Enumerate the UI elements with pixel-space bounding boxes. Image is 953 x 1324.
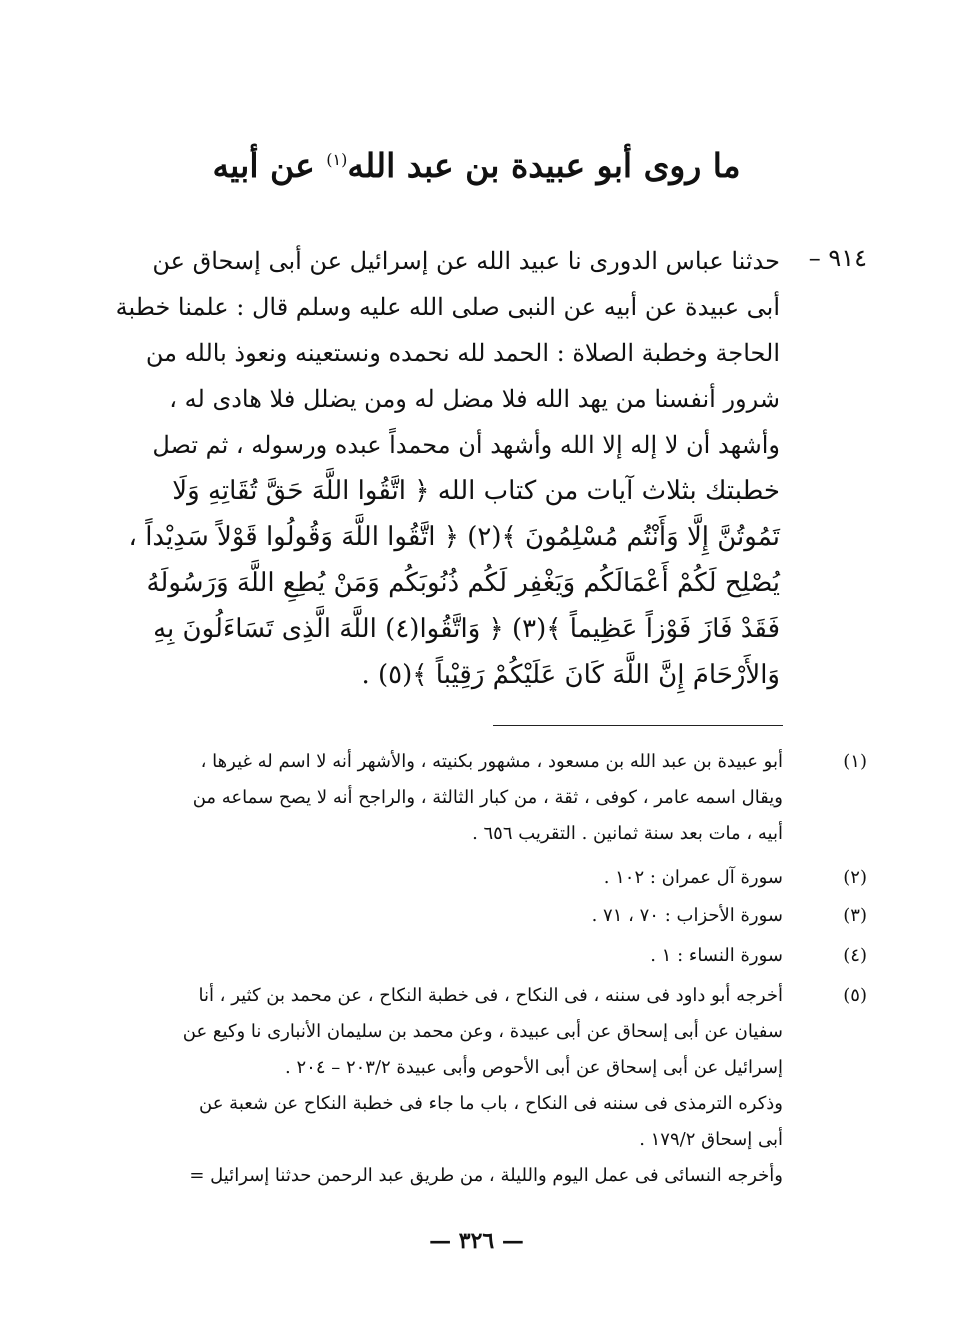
hadith-text: [115, 238, 780, 698]
hadith-line: فَقَدْ فَازَ فَوْزاً عَظِيماً ﴾(٣) ﴿ وَاتَّقُوا(٤) اللَّهَ الَّذِى تَسَاءَلُونَ بِهِ: [153, 614, 780, 644]
footnote: [143, 898, 783, 934]
footnote-number: (١): [843, 751, 867, 772]
footnote-line: وأخرجه النسائى فى عمل اليوم والليلة ، من طريق عبد الرحمن حدثنا إسرائيل =: [189, 1165, 783, 1186]
footnote: [143, 978, 783, 1194]
footnote-number: (٢): [843, 867, 867, 888]
hadith-line: أبى عبيدة عن أبيه عن النبى صلى الله عليه وسلم قال : علمنا خطبة: [115, 293, 780, 321]
footnote-number: (٤): [843, 945, 867, 966]
footnote-number: (٥): [843, 985, 867, 1006]
title-suffix: عن أبيه: [212, 146, 315, 185]
footnote-line: أبيه ، مات بعد سنة ثمانين . التقريب ٦٥٦ .: [472, 823, 783, 844]
hadith-line: وأشهد أن لا إله إلا الله وأشهد أن محمداً عبده ورسوله ، ثم تصل: [152, 431, 780, 459]
hadith-line: الحاجة وخطبة الصلاة : الحمد لله نحمده ونستعينه ونعوذ بالله من: [145, 339, 780, 367]
footnote-line: سورة الأحزاب : ٧٠ ، ٧١ .: [591, 905, 783, 926]
hadith-line: وَالأَرْحَامَ إِنَّ اللَّهَ كَانَ عَلَيْكُمْ رَقِيْباً ﴾(٥) .: [361, 660, 780, 690]
hadith-line: خطبتك بثلاث آيات من كتاب الله ﴿ اتَّقُوا اللَّهَ حَقَّ تُقَاتِهِ وَلَا: [172, 476, 780, 506]
title-footnote-ref: (١): [326, 150, 348, 169]
footnote-line: ويقال اسمه عامر ، كوفى ، ثقة ، من كبار الثالثة ، والراجح أنه لا يصح سماعه من: [192, 787, 783, 808]
title-main: ما روى أبو عبيدة بن عبد الله: [347, 146, 741, 185]
page-title: [150, 138, 803, 188]
footnote-line: إسرائيل عن أبى إسحاق عن أبى الأحوص وأبى عبيدة ٢٠٣/٢ – ٢٠٤ .: [285, 1057, 783, 1078]
page-number: — ٣٢٦ —: [429, 1228, 524, 1254]
footnote: [143, 860, 783, 896]
footnote-divider: [493, 725, 783, 726]
footnote-line: سورة آل عمران : ١٠٢ .: [603, 867, 783, 888]
hadith-line: تَمُوتُنَّ إِلَّا وَأَنْتُم مُسْلِمُونَ ﴾(٢) ﴿ اتَّقُوا اللَّهَ وَقُولُوا قَوْلاً سَدِيْداً ،: [128, 522, 780, 552]
hadith-line: شرور أنفسنا من يهد الله فلا مضل له ومن يضلل فلا هادى له ،: [169, 385, 780, 413]
hadith-line: يُصْلِح لَكُمْ أَعْمَالَكُم وَيَغْفِر لَكُم ذُنُوبَكُم وَمَنْ يُطِعِ اللَّهَ وَرَسُولَهُ: [146, 568, 780, 598]
footnote-line: أبو عبيدة بن عبد الله بن مسعود ، مشهور بكنيته ، والأشهر أنه لا اسم له غيرها ،: [200, 751, 783, 772]
footnote-number: (٣): [843, 905, 867, 926]
footnote-line: سفيان عن أبى إسحاق عن أبى عبيدة ، وعن محمد بن سليمان الأنبارى نا وكيع عن: [182, 1021, 783, 1042]
footnote-line: سورة النساء : ١ .: [650, 945, 783, 966]
footnote-line: وذكره الترمذى فى سننه فى النكاح ، باب ما جاء فى خطبة النكاح عن شعبة عن: [199, 1093, 783, 1114]
footnote: [143, 938, 783, 974]
hadith-number: ٩١٤ –: [808, 244, 867, 272]
footnote-line: أبى إسحاق ١٧٩/٢ .: [639, 1129, 783, 1150]
footnote-line: أخرجه أبو داود فى سننه ، فى النكاح ، فى خطبة النكاح ، عن محمد بن كثير ، أنا: [198, 985, 783, 1006]
hadith-line: حدثنا عباس الدورى نا عبيد الله عن إسرائيل عن أبى إسحاق عن: [152, 247, 780, 275]
footnote: [143, 744, 783, 852]
